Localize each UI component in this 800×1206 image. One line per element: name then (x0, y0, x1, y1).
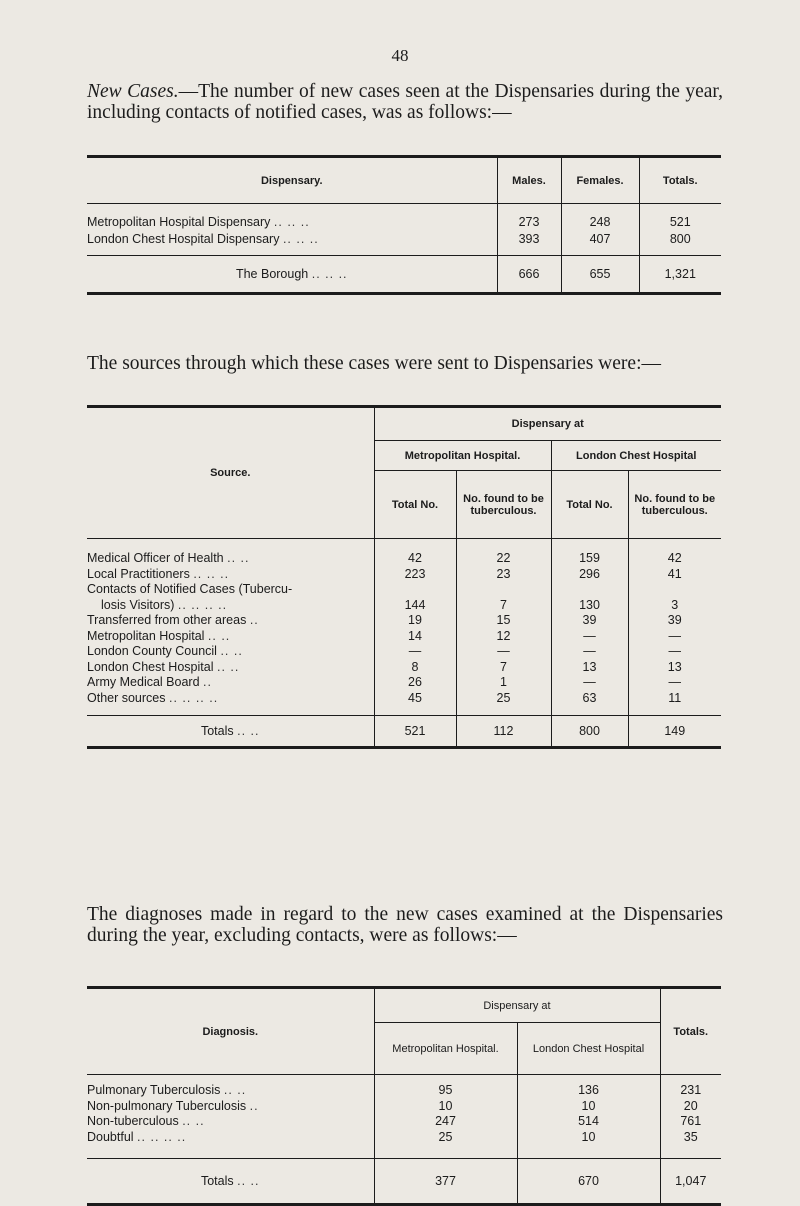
sources-table (87, 405, 721, 749)
total-label: The Borough (235, 267, 309, 281)
total-met-tb: 112 (456, 716, 551, 748)
cell-females: 407 (561, 231, 639, 248)
new-cases-table (87, 155, 721, 295)
total-total: 1,047 (660, 1159, 721, 1205)
cell-l-total (551, 582, 628, 598)
cell-m-total: 19 (374, 613, 456, 629)
row-label: Army Medical Board (87, 675, 200, 690)
cell-males: 273 (497, 214, 561, 231)
row-label-cell (87, 659, 374, 675)
cell-m-tb: 22 (456, 551, 551, 567)
cell-total: 35 (660, 1129, 721, 1145)
cell-l-total: 130 (551, 597, 628, 613)
total-met: 377 (374, 1159, 517, 1205)
cell-m-total: 8 (374, 659, 456, 675)
cell-lch: 10 (517, 1098, 660, 1114)
cell-m-tb: 12 (456, 628, 551, 644)
cell-m-total: 42 (374, 551, 456, 567)
leader-dots: .. .. (207, 628, 231, 643)
leader-dots: .. .. .. (193, 566, 230, 581)
row-label-cell (87, 1129, 374, 1145)
cell-m-total: 144 (374, 597, 456, 613)
cell-m-tb: 7 (456, 597, 551, 613)
cell-m-tb: — (456, 644, 551, 660)
table-row (87, 628, 721, 644)
leader-dots: .. (249, 1098, 259, 1113)
leader-dots: .. (203, 675, 212, 690)
row-label: London Chest Hospital (87, 659, 214, 674)
row-label-cell (87, 628, 374, 644)
row-label-cell (87, 675, 374, 691)
row-label-cell (87, 690, 374, 706)
cell-m-total (374, 582, 456, 598)
header-source: Source. (87, 407, 374, 539)
row-label: Non-tuberculous (87, 1114, 179, 1129)
cell-l-tb: — (628, 628, 721, 644)
diagnoses-table (87, 986, 721, 1206)
table-row: Metropolitan Hospital Dispensary .. .. .. 273 248 521 (87, 214, 721, 231)
cell-l-tb: 39 (628, 613, 721, 629)
cell-l-total: 159 (551, 551, 628, 567)
row-label: Other sources (87, 690, 166, 705)
cell-total: 20 (660, 1098, 721, 1114)
cell-l-total: 39 (551, 613, 628, 629)
cell-l-tb: 11 (628, 690, 721, 706)
new-cases-heading: New Cases. (87, 81, 179, 102)
table-row (87, 1083, 721, 1099)
cell-l-tb: 42 (628, 551, 721, 567)
header-totals: Totals. (660, 988, 721, 1075)
cell-total: 761 (660, 1114, 721, 1130)
row-label-cell (87, 1114, 374, 1130)
cell-m-tb (456, 582, 551, 598)
cell-m-total: 14 (374, 628, 456, 644)
total-lch: 670 (517, 1159, 660, 1205)
cell-l-tb (628, 582, 721, 598)
table-row (87, 1114, 721, 1130)
total-label: Totals (200, 1174, 234, 1188)
row-label: London County Council (87, 644, 217, 659)
leader-dots: .. .. (216, 659, 240, 674)
cell-l-tb: 3 (628, 597, 721, 613)
cell-totals: 521 (639, 214, 721, 231)
new-cases-text: —The number of new cases seen at the Dispensaries during the year, including contacts of notified cases, was as follows:— (87, 81, 723, 123)
row-label-cell (87, 1098, 374, 1114)
table-row (87, 613, 721, 629)
row-label: Medical Officer of Health (87, 551, 224, 566)
cell-l-total: — (551, 628, 628, 644)
paragraph-diagnoses: The diagnoses made in regard to the new cases examined at the Dispensaries during the year, excluding contacts, were as follows:— (87, 904, 723, 946)
leader-dots: .. .. .. .. (137, 1129, 187, 1144)
cell-m-tb: 1 (456, 675, 551, 691)
cell-met: 10 (374, 1098, 517, 1114)
row-label-cell (87, 551, 374, 567)
page-number: 48 (391, 46, 409, 65)
header-males: Males. (497, 157, 561, 204)
table-row: London Chest Hospital Dispensary .. .. .. 393 407 800 (87, 231, 721, 248)
row-label-cell (87, 644, 374, 660)
header-found-tb: No. found to be tuberculous. (456, 471, 551, 539)
table-row (87, 644, 721, 660)
row-label-cell (87, 566, 374, 582)
cell-met: 25 (374, 1129, 517, 1145)
total-row: Totals .. .. 377 670 1,047 (87, 1159, 721, 1205)
header-diagnosis: Diagnosis. (87, 988, 374, 1075)
total-males: 666 (497, 256, 561, 294)
row-label: Local Practitioners (87, 566, 190, 581)
cell-m-total: 45 (374, 690, 456, 706)
cell-l-total: 63 (551, 690, 628, 706)
table-row (87, 1129, 721, 1145)
cell-l-tb: — (628, 675, 721, 691)
cell-l-total: — (551, 675, 628, 691)
table-row (87, 659, 721, 675)
table-row (87, 1098, 721, 1114)
leader-dots: .. .. .. .. (177, 597, 228, 612)
header-total-no: Total No. (374, 471, 456, 539)
cell-lch: 10 (517, 1129, 660, 1145)
row-label: Metropolitan Hospital Dispensary (87, 215, 271, 229)
cell-m-tb: 23 (456, 566, 551, 582)
header-totals: Totals. (639, 157, 721, 204)
cell-l-total: 13 (551, 659, 628, 675)
header-metropolitan: Metropolitan Hospital. (374, 441, 551, 471)
cell-l-tb: — (628, 644, 721, 660)
cell-l-tb: 41 (628, 566, 721, 582)
table-row (87, 675, 721, 691)
header-london-chest: London Chest Hospital (551, 441, 721, 471)
cell-m-total: — (374, 644, 456, 660)
total-females: 655 (561, 256, 639, 294)
row-label-cell (87, 1083, 374, 1099)
total-lch-tb: 149 (628, 716, 721, 748)
leader-dots: .. .. .. .. (169, 690, 219, 705)
total-label: Totals (200, 724, 234, 738)
cell-met: 95 (374, 1083, 517, 1099)
table-row (87, 597, 721, 613)
row-label-cell (87, 613, 374, 629)
total-row: Totals .. .. 521 112 800 149 (87, 716, 721, 748)
table-row (87, 566, 721, 582)
cell-lch: 136 (517, 1083, 660, 1099)
cell-l-total: — (551, 644, 628, 660)
header-found-tb-2: No. found to be tuberculous. (628, 471, 721, 539)
cell-m-tb: 7 (456, 659, 551, 675)
cell-m-total: 223 (374, 566, 456, 582)
cell-l-tb: 13 (628, 659, 721, 675)
table-row (87, 551, 721, 567)
header-dispensary-at: Dispensary at (374, 407, 721, 441)
cell-total: 231 (660, 1083, 721, 1099)
row-label: Transferred from other areas (87, 613, 247, 628)
row-label: Pulmonary Tuberculosis (87, 1083, 221, 1098)
header-total-no-2: Total No. (551, 471, 628, 539)
leader-dots: .. .. (220, 644, 243, 659)
cell-males: 393 (497, 231, 561, 248)
total-totals: 1,321 (639, 256, 721, 294)
table-row (87, 582, 721, 598)
header-london-chest: London Chest Hospital (517, 1023, 660, 1075)
total-row: The Borough .. .. .. 666 655 1,321 (87, 256, 721, 294)
header-dispensary: Dispensary. (87, 157, 497, 204)
cell-lch: 514 (517, 1114, 660, 1130)
total-met-total: 521 (374, 716, 456, 748)
cell-totals: 800 (639, 231, 721, 248)
header-dispensary-at: Dispensary at (374, 988, 660, 1023)
row-label: losis Visitors) (101, 597, 175, 612)
cell-m-total: 26 (374, 675, 456, 691)
paragraph-sources: The sources through which these cases were sent to Dispensaries were:— (87, 353, 661, 374)
cell-l-total: 296 (551, 566, 628, 582)
table-row (87, 690, 721, 706)
row-label-cell (87, 597, 374, 613)
cell-met: 247 (374, 1114, 517, 1130)
header-metropolitan: Metropolitan Hospital. (374, 1023, 517, 1075)
cell-m-tb: 25 (456, 690, 551, 706)
row-label: London Chest Hospital Dispensary (87, 232, 280, 246)
row-label: Contacts of Notified Cases (Tubercu- (87, 582, 293, 597)
leader-dots: .. .. (223, 1083, 247, 1098)
paragraph-new-cases (87, 81, 723, 123)
leader-dots: .. .. (227, 551, 250, 566)
leader-dots: .. .. (182, 1114, 205, 1129)
total-lch-total: 800 (551, 716, 628, 748)
cell-females: 248 (561, 214, 639, 231)
row-label: Non-pulmonary Tuberculosis (87, 1098, 247, 1113)
row-label: Metropolitan Hospital (87, 628, 205, 643)
row-label: Doubtful (87, 1129, 134, 1144)
row-label-cell (87, 582, 374, 598)
leader-dots: .. (249, 613, 259, 628)
cell-m-tb: 15 (456, 613, 551, 629)
header-females: Females. (561, 157, 639, 204)
